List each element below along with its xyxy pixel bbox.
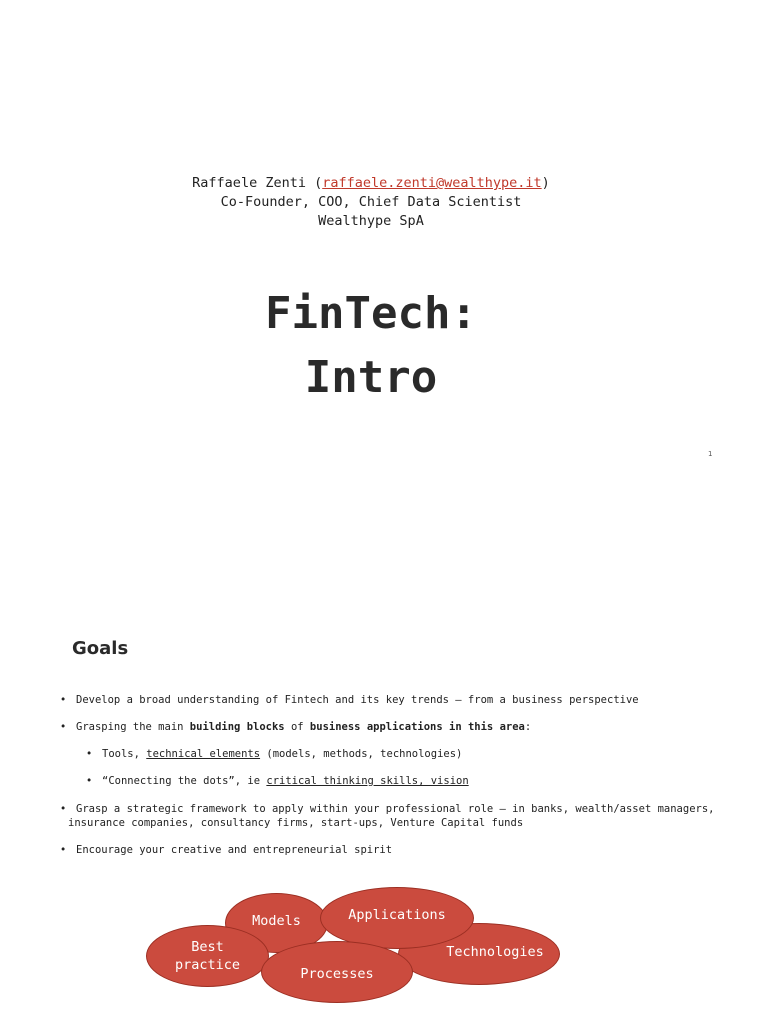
title-line-1: FinTech: [265,288,477,339]
bullet-item: • Grasp a strategic framework to apply within your professional role – in banks, wealth/asset managers, [60,803,715,815]
sub-bullet-item: • “Connecting the dots”, ie critical thinking skills, vision [86,775,469,787]
bullet-item-continuation: insurance companies, consultancy firms, start-ups, Venture Capital funds [68,817,524,829]
bullet-item: • Grasping the main building blocks of business applications in this area: [60,721,532,733]
bullet-glyph: • [60,803,67,815]
processes-ellipse: Processes [261,941,413,1003]
bullet-glyph: • [60,721,67,733]
author-email-link[interactable]: raffaele.zenti@wealthype.it [322,175,542,191]
bullet-glyph: • [60,844,67,856]
company-name: Wealthype SpA [318,213,424,229]
bullet-item: • Develop a broad understanding of Fintech and its key trends – from a business perspective [60,694,639,706]
sub-bullet-item: • Tools, technical elements (models, methods, technologies) [86,748,463,760]
models-ellipse: Models [225,893,328,953]
goals-slide [0,610,768,1024]
bullet-glyph: • [86,775,93,787]
author-block [0,174,742,231]
page-number: 1 [708,450,713,458]
bullet-glyph: • [60,694,67,706]
bullet-glyph: • [86,748,93,760]
goals-heading: Goals [72,638,129,659]
title-slide [0,0,768,470]
technologies-ellipse: Technologies [398,923,560,985]
author-name-line: Raffaele Zenti (raffaele.zenti@wealthype.it) [192,175,550,191]
slide-title [0,282,742,410]
title-line-2: Intro [304,352,438,403]
best-practice-ellipse: Best practice [146,925,269,987]
bullet-item: • Encourage your creative and entrepreneurial spirit [60,844,393,856]
applications-ellipse: Applications [320,887,474,949]
author-role: Co-Founder, COO, Chief Data Scientist [220,194,522,210]
